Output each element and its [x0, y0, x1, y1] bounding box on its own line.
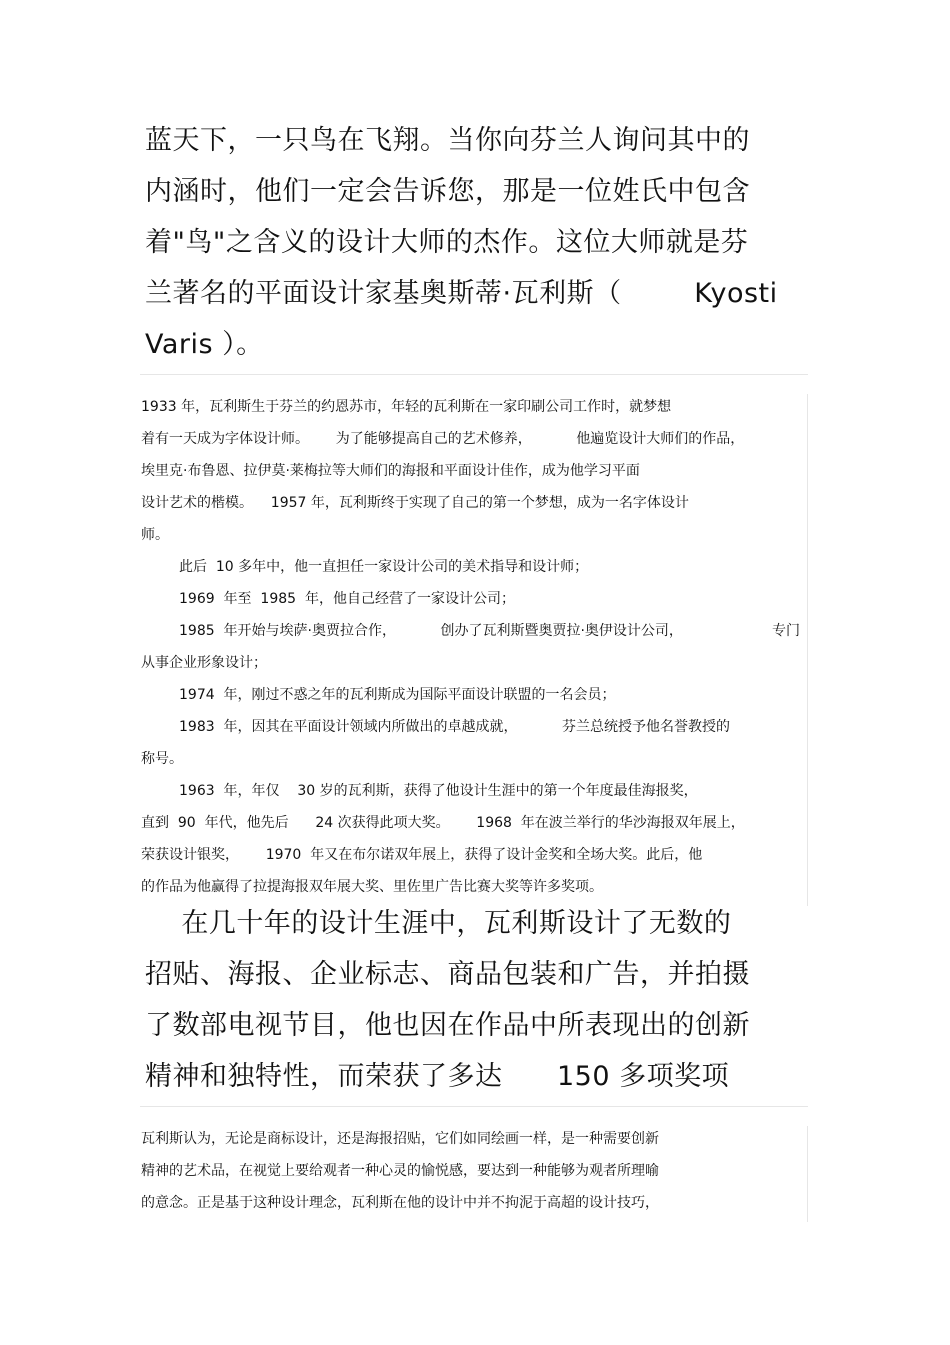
text-line: 瓦利斯认为，无论是商标设计，还是海报招贴，它们如同绘画一样，是一种需要创新 [141, 1126, 808, 1158]
text-line: 了数部电视节目，他也因在作品中所表现出的创新 [145, 1010, 750, 1041]
text-line: 设计艺术的楷模。 1957 年，瓦利斯终于实现了自己的第一个梦想，成为一名字体设计 [141, 490, 808, 522]
text-line: 1974 年，刚过不惑之年的瓦利斯成为国际平面设计联盟的一名会员； [141, 682, 808, 714]
divider [140, 374, 808, 375]
text-line: 此后 10 多年中，他一直担任一家设计公司的美术指导和设计师； [141, 554, 808, 586]
text-line: 1963 年，年仅 30 岁的瓦利斯，获得了他设计生涯中的第一个年度最佳海报奖， [141, 778, 808, 810]
career-paragraph [145, 898, 785, 1102]
text-line: 荣获设计银奖， 1970 年又在布尔诺双年展上，获得了设计金奖和全场大奖。此后，他 [141, 842, 808, 874]
text-line: 着"鸟"之含义的设计大师的杰作。这位大师就是芬 [145, 227, 749, 258]
text-line: 从事企业形象设计； [141, 650, 808, 682]
text-line: 精神的艺术品，在视觉上要给观者一种心灵的愉悦感，要达到一种能够为观者所理喻 [141, 1158, 808, 1190]
text-line: 1933 年，瓦利斯生于芬兰的约恩苏市，年轻的瓦利斯在一家印刷公司工作时，就梦想 [141, 394, 808, 426]
text-line: 1969 年至 1985 年，他自己经营了一家设计公司； [141, 586, 808, 618]
text-line: 的作品为他赢得了拉提海报双年展大奖、里佐里广告比赛大奖等许多奖项。 [141, 874, 808, 906]
intro-paragraph [145, 115, 785, 370]
text-line: 兰著名的平面设计家基奥斯蒂·瓦利斯（ Kyosti [145, 278, 778, 309]
text-line: Varis ）。 [145, 329, 264, 360]
biography-section [141, 394, 808, 906]
text-segment: 1985 年开始与埃萨·奥贾拉合作， 创办了瓦利斯暨奥贾拉·奥伊设计公司， [179, 623, 683, 639]
text-line: 蓝天下，一只鸟在飞翔。当你向芬兰人询问其中的 [145, 125, 750, 156]
philosophy-section [141, 1126, 808, 1222]
text-line: 1983 年，因其在平面设计领域内所做出的卓越成就， 芬兰总统授予他名誉教授的 [141, 714, 808, 746]
text-line: 着有一天成为字体设计师。 为了能够提高自己的艺术修养， 他遍览设计大师们的作品， [141, 426, 808, 458]
text-line: 内涵时，他们一定会告诉您，那是一位姓氏中包含 [145, 176, 750, 207]
text-line: 招贴、海报、企业标志、商品包装和广告，并拍摄 [145, 959, 750, 990]
divider [140, 1106, 808, 1107]
text-line: 称号。 [141, 746, 808, 778]
text-line: 直到 90 年代，他先后 24 次获得此项大奖。 1968 年在波兰举行的华沙海报双年展上， [141, 810, 808, 842]
text-line: 在几十年的设计生涯中，瓦利斯设计了无数的 [145, 908, 732, 939]
text-segment: 专门 [772, 623, 800, 639]
text-line: 的意念。正是基于这种设计理念，瓦利斯在他的设计中并不拘泥于高超的设计技巧， [141, 1190, 808, 1222]
text-line: 埃里克·布鲁恩、拉伊莫·莱梅拉等大师们的海报和平面设计佳作，成为他学习平面 [141, 458, 808, 490]
text-line: 师。 [141, 522, 808, 554]
text-line: 精神和独特性，而荣获了多达 150 多项奖项 [145, 1061, 730, 1092]
text-line [141, 618, 808, 650]
